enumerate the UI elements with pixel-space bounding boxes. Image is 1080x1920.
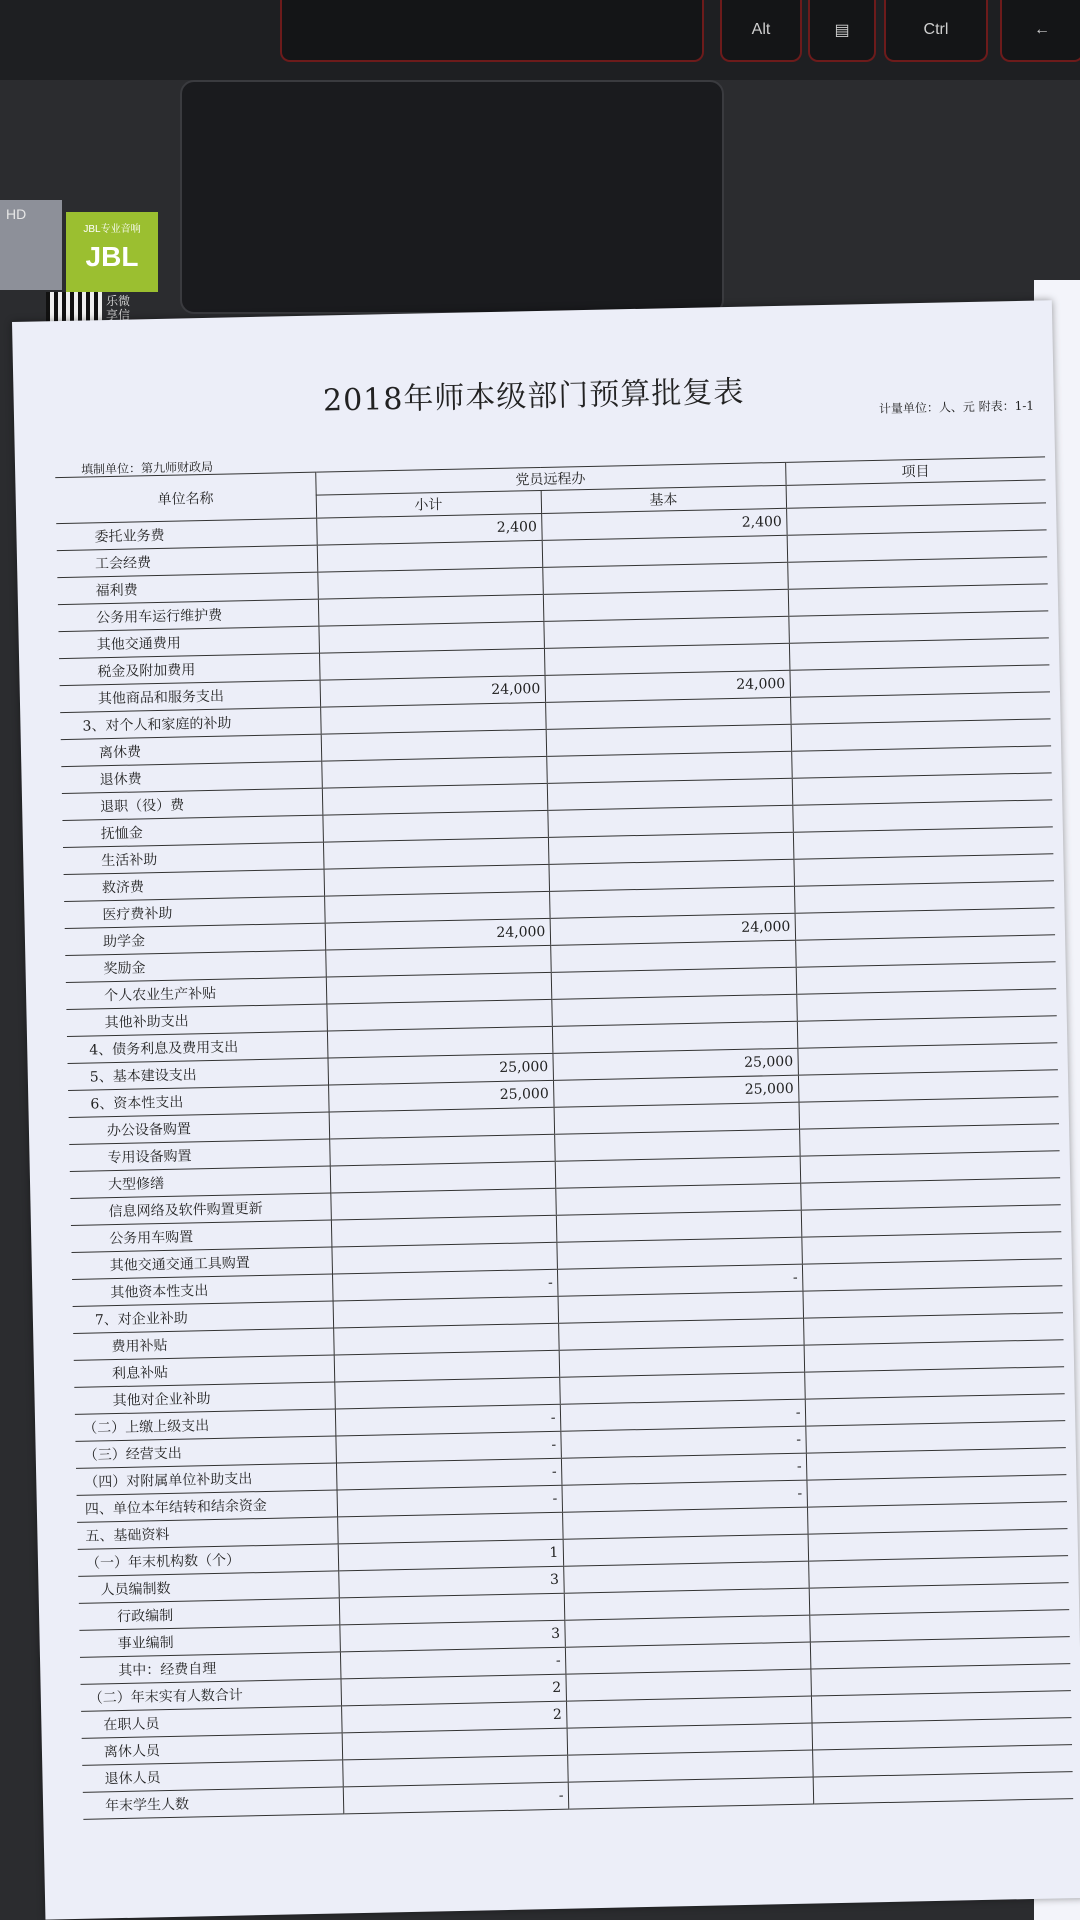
row-label: 其他补助支出 [66, 1004, 327, 1036]
row-label: 助学金 [65, 923, 326, 955]
spacebar-key [280, 0, 704, 62]
row-label: 个人农业生产补贴 [66, 977, 327, 1009]
keyboard-edge [0, 0, 1080, 80]
row-subtotal: - [343, 1782, 569, 1814]
header-project: 项目 [785, 457, 1045, 485]
row-label: 利息补贴 [74, 1355, 335, 1387]
row-label: 专用设备购置 [69, 1139, 330, 1171]
alt-key: Alt [720, 0, 802, 62]
row-label: 离休人员 [82, 1733, 343, 1765]
row-label: 人员编制数 [78, 1571, 339, 1603]
hd-sticker: HD [0, 200, 62, 290]
row-label: 公务用车运行维护费 [58, 599, 319, 631]
laptop-touchpad [180, 80, 724, 314]
row-label: 其他交通费用 [58, 626, 319, 658]
row-basic: - [560, 1399, 806, 1431]
row-label: 委托业务费 [56, 518, 317, 550]
row-basic: 25,000 [553, 1075, 799, 1107]
row-label: 退休人员 [82, 1760, 343, 1792]
row-label: 事业编制 [79, 1625, 340, 1657]
ctrl-key: Ctrl [884, 0, 988, 62]
row-label: 其他交通交通工具购置 [71, 1247, 332, 1279]
row-label: 福利费 [57, 572, 318, 604]
row-basic: - [560, 1426, 806, 1458]
row-project [813, 1772, 1074, 1804]
row-label: 办公设备购置 [69, 1112, 330, 1144]
row-label: （二）上缴上级支出 [75, 1409, 336, 1441]
row-basic: - [561, 1480, 807, 1512]
row-label: 医疗费补助 [64, 896, 325, 928]
row-subtotal: 3 [339, 1620, 565, 1652]
row-label: 四、单位本年结转和结余资金 [77, 1490, 338, 1522]
document-title: 2018年师本级部门预算批复表 [322, 374, 745, 419]
row-label: 行政编制 [79, 1598, 340, 1630]
row-subtotal: 3 [338, 1566, 564, 1598]
row-label: 费用补贴 [73, 1328, 334, 1360]
arrow-left-key: ← [1000, 0, 1080, 62]
row-basic: 25,000 [552, 1048, 798, 1080]
row-label: 救济费 [64, 869, 325, 901]
unit-note: 计量单位：人、元 附表：1-1 [878, 398, 1035, 416]
row-label: 其他资本性支出 [72, 1274, 333, 1306]
row-subtotal: 1 [338, 1539, 564, 1571]
row-label: 6、资本性支出 [68, 1085, 329, 1117]
menu-key: ▤ [808, 0, 876, 62]
row-label: （四）对附属单位补助支出 [76, 1463, 337, 1495]
row-subtotal: 24,000 [325, 918, 551, 950]
header-subtotal: 小计 [316, 490, 541, 518]
row-label: 信息网络及软件购置更新 [70, 1193, 331, 1225]
row-subtotal: - [335, 1404, 561, 1436]
row-label: 其他对企业补助 [74, 1382, 335, 1414]
row-subtotal: 2 [340, 1674, 566, 1706]
row-subtotal: - [332, 1269, 558, 1301]
budget-table [55, 456, 1073, 1819]
jbl-sticker-caption: JBL专业音响 [83, 224, 141, 235]
header-unit-name: 单位名称 [55, 472, 316, 523]
row-label: 大型修缮 [70, 1166, 331, 1198]
row-basic: - [561, 1453, 807, 1485]
header-basic: 基本 [541, 485, 786, 513]
row-label: 在职人员 [81, 1706, 342, 1738]
row-label: 5、基本建设支出 [68, 1058, 329, 1090]
row-label: 年末学生人数 [83, 1787, 344, 1819]
row-label: 五、基础资料 [77, 1517, 338, 1549]
row-subtotal: - [337, 1485, 563, 1517]
row-basic: 24,000 [545, 670, 791, 702]
row-subtotal: - [335, 1431, 561, 1463]
qr-caption: 乐微 享信 [106, 294, 131, 322]
jbl-logo: JBL [85, 241, 139, 272]
row-basic: - [557, 1264, 803, 1296]
row-label: （三）经营支出 [75, 1436, 336, 1468]
row-label: 税金及附加费用 [59, 653, 320, 685]
row-label: （一）年末机构数（个） [78, 1544, 339, 1576]
row-subtotal: 2,400 [316, 513, 542, 545]
row-basic: 24,000 [550, 913, 796, 945]
row-subtotal: 25,000 [327, 1053, 553, 1085]
row-label: 退休费 [61, 761, 322, 793]
row-subtotal: 25,000 [328, 1080, 554, 1112]
row-label: 4、债务利息及费用支出 [67, 1031, 328, 1063]
filler-unit: 填制单位：第九师财政局 [80, 459, 214, 477]
row-label: 工会经费 [57, 545, 318, 577]
row-label: 生活补助 [63, 842, 324, 874]
row-subtotal: 2 [341, 1701, 567, 1733]
row-subtotal: 24,000 [320, 675, 546, 707]
row-label: 离休费 [61, 734, 322, 766]
row-basic [568, 1777, 814, 1809]
row-subtotal: - [336, 1458, 562, 1490]
row-subtotal: - [340, 1647, 566, 1679]
row-label: 公务用车购置 [71, 1220, 332, 1252]
row-label: 奖励金 [65, 950, 326, 982]
header-group: 党员远程办 [315, 462, 785, 495]
row-label: 抚恤金 [62, 815, 323, 847]
budget-document [12, 300, 1080, 1919]
row-label: 7、对企业补助 [73, 1301, 334, 1333]
row-label: 退职（役）费 [62, 788, 323, 820]
row-basic: 2,400 [541, 508, 787, 540]
row-label: （二）年末实有人数合计 [81, 1679, 342, 1711]
row-label: 其中：经费自理 [80, 1652, 341, 1684]
row-label: 其他商品和服务支出 [60, 680, 321, 712]
jbl-sticker [66, 212, 158, 292]
row-label: 3、对个人和家庭的补助 [60, 707, 321, 739]
